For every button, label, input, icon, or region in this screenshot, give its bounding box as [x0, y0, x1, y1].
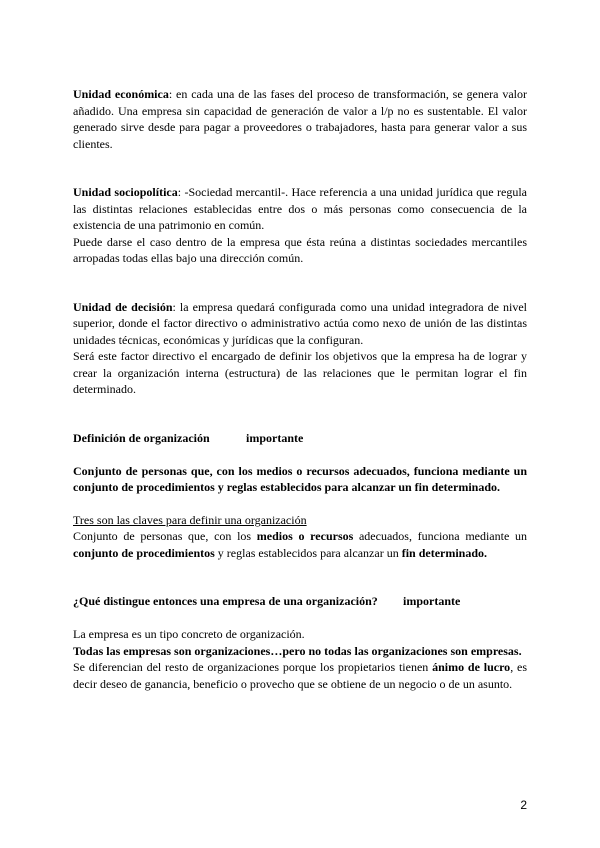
heading-definicion-row — [73, 430, 527, 447]
heading-pregunta: ¿Qué distingue entonces una empresa de una organización? — [73, 594, 378, 608]
definition-bold-span: Conjunto de personas que, con los medios o recursos adecuados, funciona mediante un conjunto de procedimientos y reglas establecidos para alcanzar un fin determinado. — [73, 463, 527, 494]
claves-text-1: Conjunto de personas que, con los — [73, 529, 257, 543]
definition-bold-text — [73, 463, 527, 496]
pregunta-bold-animo-de-lucro: ánimo de lucro — [432, 660, 511, 674]
page-content — [73, 86, 527, 692]
paragraph-sociopolitica-extra: Puede darse el caso dentro de la empresa que ésta reúna a distintas sociedades mercantiles arropadas todas ellas bajo una dirección común. — [73, 234, 527, 265]
paragraph-unidad-economica — [73, 86, 527, 152]
paragraph-unidad-decision — [73, 299, 527, 349]
text-unidad-economica: : en cada una de las fases del proceso de transformación, se genera valor añadido. Una empresa sin capacidad de generación de valor a l/p no es sustentable. El valor generado sirve desde para pagar a proveedores o trabajadores, hasta para generar valor a sus clientes. — [73, 87, 527, 151]
pregunta-line-3 — [73, 659, 527, 692]
paragraph-decision-extra: Será este factor directivo el encargado de definir los objetivos que la empresa ha de lograr y crear la organización interna (estructura) de las relaciones que le permitan lograr el fin determinado. — [73, 349, 527, 396]
page-number: 2 — [520, 798, 527, 812]
tag-importante-definicion: importante — [246, 430, 304, 445]
text-unidad-decision: : la empresa quedará configurada como una unidad integradora de nivel superior, donde el factor directivo o administrativo actúa como nexo de unión de las distintas unidades técnicas, económicas y jurídicas que la configuran. — [73, 299, 528, 347]
claves-bold-fin: fin determinado. — [401, 545, 488, 560]
term-unidad-economica: Unidad económica — [73, 87, 169, 101]
claves-bold-medios: medios o recursos — [256, 529, 354, 543]
claves-title — [73, 512, 527, 529]
pregunta-line-2 — [73, 643, 527, 660]
pregunta-line-1: La empresa es un tipo concreto de organización. — [73, 627, 305, 641]
heading-pregunta-row — [73, 593, 527, 610]
claves-title-text: Tres son las claves para definir una organización — [73, 512, 307, 527]
text-unidad-sociopolitica: : -Sociedad mercantil-. Hace referencia a una unidad jurídica que regula las distintas relaciones establecidas entre dos o más personas como consecuencia de la existencia de una patrimonio en común. — [73, 185, 527, 232]
tag-importante-pregunta: importante — [403, 594, 461, 608]
term-unidad-decision: Unidad de decisión — [73, 299, 173, 314]
pregunta-line-3-text-1: Se diferencian del resto de organizaciones porque los propietarios tienen — [73, 660, 433, 674]
term-unidad-sociopolitica: Unidad sociopolítica — [73, 185, 178, 199]
claves-paragraph — [73, 528, 527, 561]
claves-bold-procedimientos: conjunto de procedimientos — [73, 545, 215, 560]
pregunta-line-3-text-2: , es decir deseo de ganancia, beneficio o provecho que se obtiene de un negocio o de un asunto. — [73, 660, 527, 691]
paragraph-unidad-sociopolitica — [73, 184, 527, 234]
claves-text-2: adecuados, funciona mediante un — [353, 529, 527, 543]
claves-text-3: y reglas establecidos para alcanzar un — [214, 545, 402, 560]
pregunta-line-2-bold: Todas las empresas son organizaciones…pero no todas las organizaciones son empresas. — [73, 643, 522, 658]
heading-definicion: Definición de organización — [73, 430, 210, 445]
